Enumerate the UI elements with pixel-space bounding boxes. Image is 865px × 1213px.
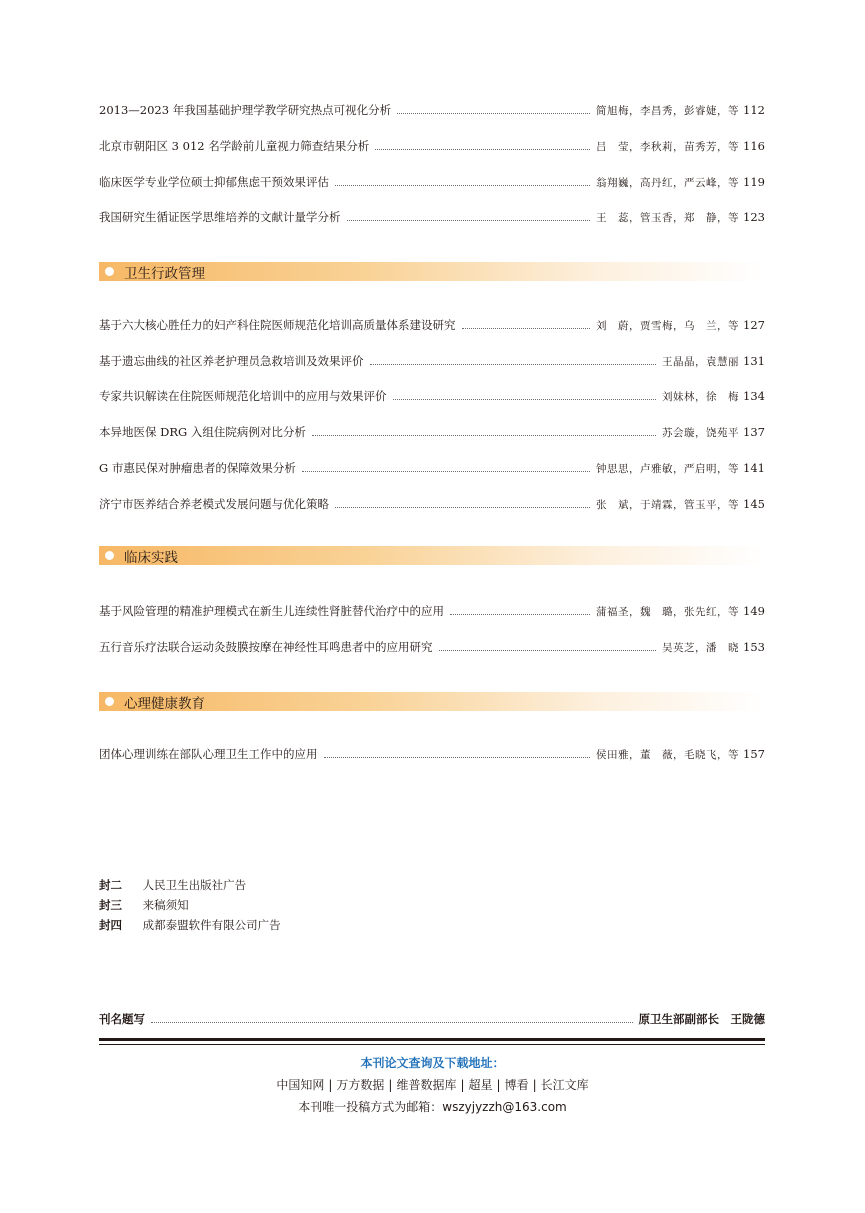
dot-leader	[335, 185, 590, 186]
inscription-line	[99, 1010, 765, 1028]
entry-page: 116	[743, 139, 765, 153]
entry-authors: 张 斌，于靖霖，管玉平，等	[596, 498, 739, 511]
site-link[interactable]: 长江文库	[540, 1078, 589, 1092]
cover-key: 封三	[99, 898, 122, 912]
cover-key: 封四	[99, 918, 122, 932]
section-header-psych	[99, 692, 765, 711]
entry-authors: 简旭梅，李昌秀，彭睿婕，等	[596, 104, 739, 117]
dot-leader	[450, 614, 590, 615]
separator: |	[388, 1078, 393, 1092]
entry-authors: 王晶晶，袁慧丽	[662, 355, 739, 368]
toc-entry[interactable]	[99, 638, 765, 656]
cover-item	[99, 897, 189, 913]
entry-page: 137	[743, 425, 765, 439]
entry-title: 基于六大核心胜任力的妇产科住院医师规范化培训高质量体系建设研究	[99, 318, 456, 332]
entry-page: 153	[743, 640, 765, 654]
section-label: 卫生行政管理	[124, 265, 205, 282]
dot-leader	[462, 328, 591, 329]
cover-value: 成都泰盟软件有限公司广告	[142, 918, 281, 932]
footer-rule-thin	[99, 1044, 765, 1045]
entry-page: 112	[743, 103, 765, 117]
entry-authors: 王 蕊，管玉香，郑 静，等	[596, 211, 739, 224]
section-header-clinical	[99, 546, 765, 565]
entry-page: 119	[743, 175, 765, 189]
site-link[interactable]: 万方数据	[336, 1078, 385, 1092]
separator: |	[496, 1078, 501, 1092]
site-link[interactable]: 博看	[504, 1078, 529, 1092]
entry-title: 团体心理训练在部队心理卫生工作中的应用	[99, 747, 318, 761]
entry-title: 基于遗忘曲线的社区养老护理员急救培训及效果评价	[99, 354, 364, 368]
dot-leader	[393, 399, 657, 400]
toc-entry[interactable]	[99, 459, 765, 477]
footer-rule-thick	[99, 1038, 765, 1041]
entry-authors: 蒲福圣，魏 璐，张先红，等	[596, 605, 739, 618]
entry-title: 我国研究生循证医学思维培养的文献计量学分析	[99, 210, 341, 224]
cover-key: 封二	[99, 878, 122, 892]
toc-entry[interactable]	[99, 352, 765, 370]
dot-leader	[397, 113, 590, 114]
inscription-label: 刊名题写	[99, 1012, 145, 1026]
entry-authors: 吴英芝，潘 晓	[662, 641, 739, 654]
dot-leader	[335, 507, 590, 508]
separator: |	[328, 1078, 333, 1092]
section-bullet-icon	[105, 697, 114, 706]
toc-entry[interactable]	[99, 423, 765, 441]
entry-authors: 钟思思，卢雅敏，严启明，等	[596, 462, 739, 475]
dot-leader	[439, 650, 657, 651]
entry-page: 127	[743, 318, 765, 332]
dot-leader	[375, 149, 590, 150]
separator: |	[460, 1078, 465, 1092]
entry-page: 131	[743, 354, 765, 368]
inscription-value: 原卫生部副部长 王陇德	[638, 1012, 765, 1026]
entry-page: 149	[743, 604, 765, 618]
entry-title: 北京市朝阳区 3 012 名学龄前儿童视力筛查结果分析	[99, 139, 370, 153]
site-link[interactable]: 维普数据库	[396, 1078, 457, 1092]
cover-item	[99, 917, 281, 933]
entry-title: 五行音乐疗法联合运动灸鼓膜按摩在神经性耳鸣患者中的应用研究	[99, 640, 433, 654]
section-label: 心理健康教育	[124, 695, 205, 712]
entry-title: 济宁市医养结合养老模式发展问题与优化策略	[99, 497, 329, 511]
submission-email-line[interactable]: 本刊唯一投稿方式为邮箱：wszyjyzzh@163.com	[298, 1100, 567, 1114]
toc-entry[interactable]	[99, 208, 765, 226]
cover-value: 人民卫生出版社广告	[142, 878, 247, 892]
entry-page: 157	[743, 747, 765, 761]
entry-authors: 翁翔巍，高丹红，严云峰，等	[596, 176, 739, 189]
cover-value: 来稿须知	[142, 898, 189, 912]
entry-title: G 市惠民保对肿瘤患者的保障效果分析	[99, 461, 296, 475]
section-bullet-icon	[105, 267, 114, 276]
entry-page: 141	[743, 461, 765, 475]
toc-entry[interactable]	[99, 745, 765, 763]
entry-page: 145	[743, 497, 765, 511]
entry-title: 临床医学专业学位硕士抑郁焦虑干预效果评估	[99, 175, 329, 189]
dot-leader	[312, 435, 656, 436]
dot-leader	[151, 1022, 633, 1023]
dot-leader	[324, 757, 591, 758]
entry-title: 2013—2023 年我国基础护理学教学研究热点可视化分析	[99, 103, 392, 117]
toc-entry[interactable]	[99, 387, 765, 405]
site-link[interactable]: 超星	[468, 1078, 493, 1092]
dot-leader	[302, 471, 590, 472]
entry-page: 123	[743, 210, 765, 224]
section-header-admin	[99, 262, 765, 281]
toc-entry[interactable]	[99, 495, 765, 513]
section-label: 临床实践	[124, 549, 178, 566]
entry-title: 本异地医保 DRG 入组住院病例对比分析	[99, 425, 306, 439]
download-heading: 本刊论文查询及下载地址：	[360, 1056, 505, 1070]
entry-authors: 侯田雅，董 薇，毛晓飞，等	[596, 748, 739, 761]
site-link[interactable]: 中国知网	[276, 1078, 325, 1092]
entry-title: 基于风险管理的精准护理模式在新生儿连续性肾脏替代治疗中的应用	[99, 604, 444, 618]
entry-page: 134	[743, 389, 765, 403]
toc-entry[interactable]	[99, 173, 765, 191]
toc-entry[interactable]	[99, 101, 765, 119]
toc-entry[interactable]	[99, 602, 765, 620]
entry-authors: 刘妹林，徐 梅	[662, 390, 739, 403]
separator: |	[532, 1078, 537, 1092]
download-sites	[0, 1076, 865, 1093]
cover-item	[99, 877, 246, 893]
entry-authors: 苏会璇，饶苑平	[662, 426, 739, 439]
entry-authors: 吕 莹，李秋莉，苗秀芳，等	[596, 140, 739, 153]
entry-title: 专家共识解读在住院医师规范化培训中的应用与效果评价	[99, 389, 387, 403]
dot-leader	[347, 220, 591, 221]
entry-authors: 刘 蔚，贾雪梅，乌 兰，等	[596, 319, 739, 332]
section-bullet-icon	[105, 551, 114, 560]
dot-leader	[370, 364, 657, 365]
toc-entry[interactable]	[99, 316, 765, 334]
toc-entry[interactable]	[99, 137, 765, 155]
